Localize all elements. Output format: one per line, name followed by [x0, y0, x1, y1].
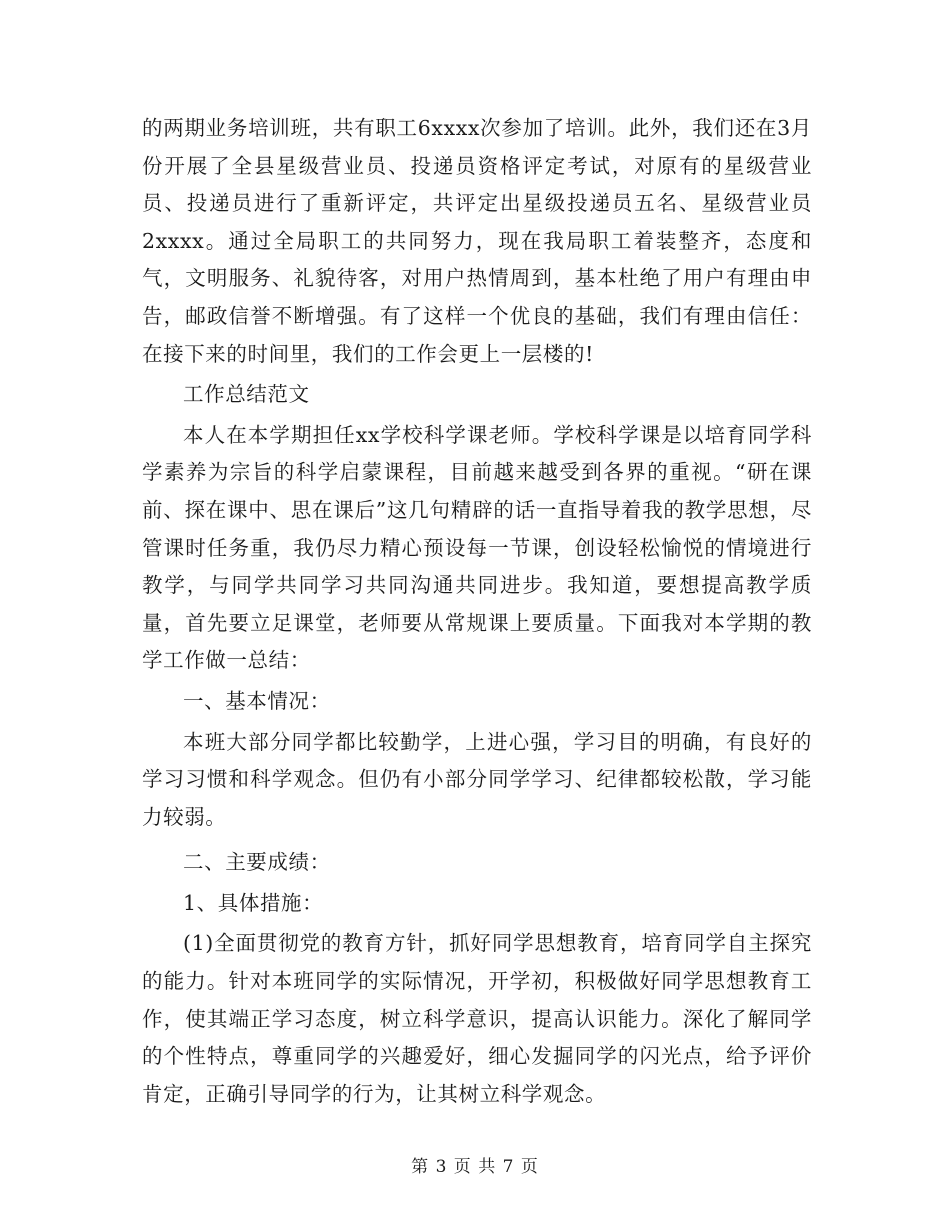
- page-number: 第 3 页 共 7 页: [411, 1157, 539, 1177]
- paragraph-measure-1: (1)全面贯彻党的教育方针，抓好同学思想教育，培育同学自主探究的能力。针对本班同学的实际情况，开学初，积极做好同学思想教育工作，使其端正学习态度，树立科学意识，提高认识能力。深化了解同学的个性特点，尊重同学的兴趣爱好，细心发掘同学的闪光点，给予评价肯定，正确引导同学的行为，让其树立科学观念。: [142, 931, 812, 1106]
- heading-basic-situation: 一、基本情况：: [183, 688, 331, 713]
- paragraph-continuation: 的两期业务培训班，共有职工6xxxx次参加了培训。此外，我们还在3月份开展了全县星级营业员、投递员资格评定考试，对原有的星级营业员、投递员进行了重新评定，共评定出星级投递员五名、星级营业员2xxxx。通过全局职工的共同努力，现在我局职工着装整齐，态度和气，文明服务、礼貌待客，对用户热情周到，基本杜绝了用户有理由申告，邮政信誉不断增强。有了这样一个优良的基础，我们有理由信任：在接下来的时间里，我们的工作会更上一层楼的!: [142, 116, 812, 366]
- document-body: [142, 110, 812, 1113]
- heading-specific-measures: 1、具体措施：: [183, 890, 324, 915]
- section-title: 工作总结范文: [183, 382, 310, 407]
- paragraph-basic-situation: 本班大部分同学都比较勤学，上进心强，学习目的明确，有良好的学习习惯和科学观念。但仍有小部分同学学习、纪律都较松散，学习能力较弱。: [142, 729, 812, 829]
- paragraph-intro: 本人在本学期担任xx学校科学课老师。学校科学课是以培育同学科学素养为宗旨的科学启蒙课程，目前越来越受到各界的重视。“研在课前、探在课中、思在课后”这几句精辟的话一直指导着我的教学思想，尽管课时任务重，我仍尽力精心预设每一节课，创设轻松愉悦的情境进行教学，与同学共同学习共同沟通共同进步。我知道，要想提高教学质量，首先要立足课堂，老师要从常规课上要质量。下面我对本学期的教学工作做一总结：: [142, 422, 812, 673]
- heading-main-achievements: 二、主要成绩：: [183, 850, 331, 875]
